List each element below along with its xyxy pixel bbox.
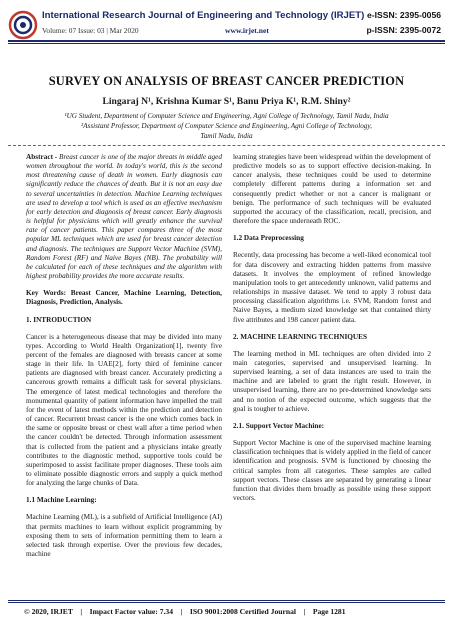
ml-continued-paragraph: learning strategies have been widespread within the development of predictive models so as to support effective decision-making. In cancer analysis, these techniques could be used to determine completely different patterns during a information set and consequently predict whether or not a cancer is malignant or benign. The performance of such techniques will be evaluated supported the accuracy of the classification, recall, precision, and therefore the space underneath ROC. [233,153,431,226]
affiliation-3: Tamil Nadu, India [200,132,253,140]
affiliation-1: ¹UG Student, Department of Computer Science and Engineering, Agni College of Technology, Tamil Nadu, India [64,112,389,120]
svm-paragraph: Support Vector Machine is one of the supervised machine learning classification techniques that is widely applied in the field of cancer identification and prognosis. SVM is functioned by choosing the critical samples from all categories. These samples are called support vectors. These classes are separated by generating a linear function that divides them broadly as possible using these support vectors. [233,439,431,502]
journal-website-link[interactable]: www.irjet.net [225,26,269,35]
section-heading-svm: 2.1. Support Vector Machine: [233,421,325,430]
section-heading-ml-techniques: 2. MACHINE LEARNING TECHNIQUES [233,332,368,341]
introduction-paragraph: Cancer is a heterogeneous disease that may be divided into many types. According to World Health Organization[1], twenty five percent of the females are diagnosed with breasts cancer at some stage in their life. In UAE[2], forty third of feminine cancer patients are diagnosed with breast cancer. Accurately predicting a cancerous growth remains a difficult task for several physicians. The emergence of latest medical technologies and therefore the monumental quantity of patient information have impelled the trail for the event of latest methods within the prediction and detection of cancer. Recurrent breast cancer is the one which comes back in the same or opposite breast or chest wall after a time period when the cancer couldn't be detected. Through information assessment that is collected from the patient and a physicians intake greatly contributes to the diagnostic method, supportive tools could be superimposed to assist facilitate proper diagnoses. These tools aim to eliminate possible diagnostic errors and supply a quick method for analyzing the large chunks of Data. [26,332,222,488]
irjet-logo-icon [8,10,38,40]
volume-issue: Volume: 07 Issue: 03 | Mar 2020 [42,26,139,35]
keywords-text: Breast Cancer, Machine Learning, Detection, Diagnosis, Prediction, Analysis. [26,289,222,307]
section-heading-machine-learning: 1.1 Machine Learning: [26,496,97,505]
keywords [26,289,222,307]
section-heading-introduction: 1. INTRODUCTION [26,315,92,324]
keywords-label: Key Words: [26,289,67,298]
section-separator [8,145,445,146]
journal-name: International Research Journal of Engineering and Technology (IRJET) [42,10,365,21]
paper-authors: Lingaraj N¹, Krishna Kumar S¹, Banu Priya K¹, R.M. Shiny² [102,96,351,107]
machine-learning-paragraph: Machine Learning (ML), is a subfield of Artificial Intelligence (AI) that permits machines to learn without explicit programming by exposing them to sets of information permitting them to learn a selected task through expertise. Over the previous few decades, machine [26,513,222,559]
footer-rule-thin [8,602,445,603]
e-issn: e-ISSN: 2395-0056 [366,10,441,20]
affiliation-2: ²Assistant Professor, Department of Computer Science and Engineering, Agni College of Technology, [81,122,372,130]
abstract [26,153,222,281]
page-footer: © 2020, IRJET | Impact Factor value: 7.34 | ISO 9001:2008 Certified Journal | Page 1281 [24,607,346,616]
section-heading-data-preprocessing: 1.2 Data Preprocessing [233,234,304,243]
header-rule [8,40,445,42]
abstract-label: Abstract - [26,153,58,161]
ml-techniques-paragraph: The learning method in ML techniques are often divided into 2 main categories, supervised and unsupervised learning. In supervised learning, a set of data instances are used to train the machine and are labeled to grant the right result. However, in unsupervised learning, there are no pre-determined knowledge sets and no notion of the expected outcome, which suggests that the goal is tougher to achieve. [233,349,431,413]
paper-title: SURVEY ON ANALYSIS OF BREAST CANCER PREDICTION [48,74,405,88]
abstract-text: Breast cancer is one of the major threats in middle aged women throughout the world. In today's world, this is the second most threatening cause of death in women. Early diagnosis can significantly reduce the chances of death. But it is not an easy due to several uncertainties in detection. Machine Learning techniques are used to develop a tool which is used as an effective mechanism for early detection and diagnosis of breast cancer. Early diagnosis is helpful for physicians which will greatly enhance the survival rate of cancer patients. This paper compares three of the most popular ML techniques which are used for breast cancer detection and diagnosis. The techniques are Support Vector Machine (SVM), Random Forest (RF) and Naive Bayes (NB). The probability will be calculated for each of these techniques and the algorithm with highest probability provides the more accurate results. [26,153,222,281]
header-rule-thin [8,43,445,44]
left-column [26,153,222,567]
journal-header [0,0,453,52]
footer-rule [8,600,445,601]
right-column [233,153,431,511]
data-preprocessing-paragraph: Recently, data processing has become a well-liked economical tool for data discovery and extracting hidden patterns from massive datasets. It involves the employment of refined knowledge manipulation tools to get antecedently unknown, valid patterns and relationships in massive dataset. We tend to apply 3 robust data processing classification algorithms i.e. SVM, Random forest and Naive Bayes, a medium sized knowledge set that contained thirty five attributes and 198 cancer patient data. [233,251,431,324]
p-issn: p-ISSN: 2395-0072 [366,25,441,35]
